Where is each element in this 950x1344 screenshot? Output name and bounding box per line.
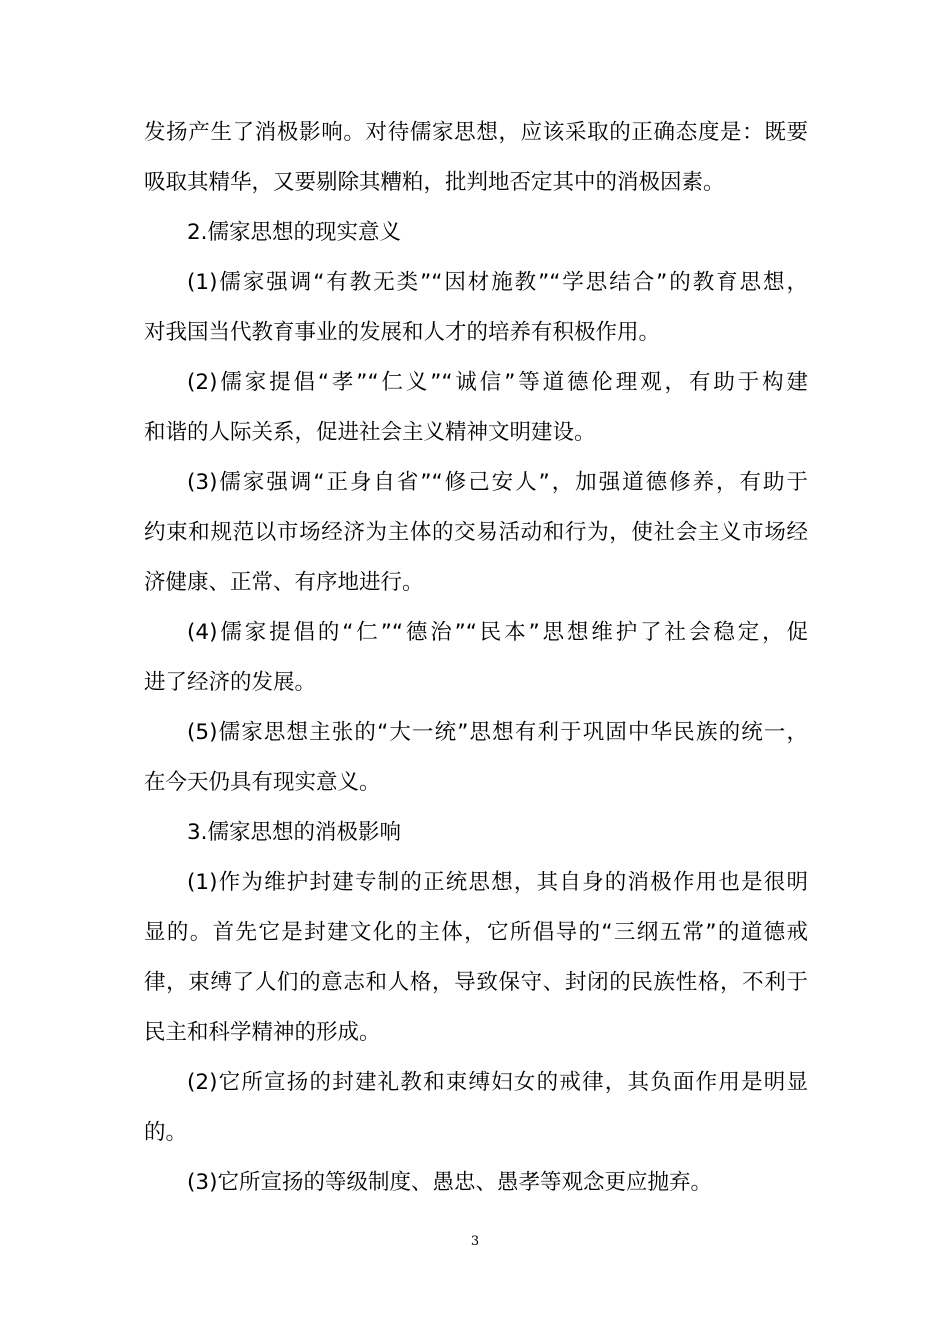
text-line: 发扬产生了消极影响。对待儒家思想，应该采取的正确态度是：既要 [144, 120, 808, 145]
document-body [144, 108, 808, 1208]
text-line: (5)儒家思想主张的“大一统”思想有利于巩固中华民族的统一， [187, 720, 808, 745]
section-heading: 3.儒家思想的消极影响 [187, 820, 402, 845]
text-line: (3)它所宣扬的等级制度、愚忠、愚孝等观念更应抛弃。 [187, 1170, 712, 1195]
text-line: 约束和规范以市场经济为主体的交易活动和行为，使社会主义市场经 [144, 520, 808, 545]
text-line: 进了经济的发展。 [144, 670, 317, 695]
text-line: 民主和科学精神的形成。 [144, 1020, 381, 1045]
text-line: 的。 [144, 1120, 188, 1145]
text-line: (1)作为维护封建专制的正统思想，其自身的消极作用也是很明 [187, 870, 808, 895]
text-line: 律，束缚了人们的意志和人格，导致保守、封闭的民族性格，不利于 [144, 970, 808, 995]
text-line: (4)儒家提倡的“仁”“德治”“民本”思想维护了社会稳定，促 [187, 620, 808, 645]
text-line: 显的。首先它是封建文化的主体，它所倡导的“三纲五常”的道德戒 [144, 920, 808, 945]
text-line: 在今天仍具有现实意义。 [144, 770, 381, 795]
text-line: (3)儒家强调“正身自省”“修己安人”，加强道德修养，有助于 [187, 470, 808, 495]
section-heading: 2.儒家思想的现实意义 [187, 220, 402, 245]
text-line: 和谐的人际关系，促进社会主义精神文明建设。 [144, 420, 596, 445]
page-number: 3 [470, 1234, 480, 1249]
text-line: (2)儒家提倡“孝”“仁义”“诚信”等道德伦理观，有助于构建 [187, 370, 808, 395]
text-line: 对我国当代教育事业的发展和人才的培养有积极作用。 [144, 320, 661, 345]
text-line: (1)儒家强调“有教无类”“因材施教”“学思结合”的教育思想， [187, 270, 808, 295]
text-line: 济健康、正常、有序地进行。 [144, 570, 424, 595]
text-line: (2)它所宣扬的封建礼教和束缚妇女的戒律，其负面作用是明显 [187, 1070, 808, 1095]
text-line: 吸取其精华，又要剔除其糟粕，批判地否定其中的消极因素。 [144, 170, 725, 195]
